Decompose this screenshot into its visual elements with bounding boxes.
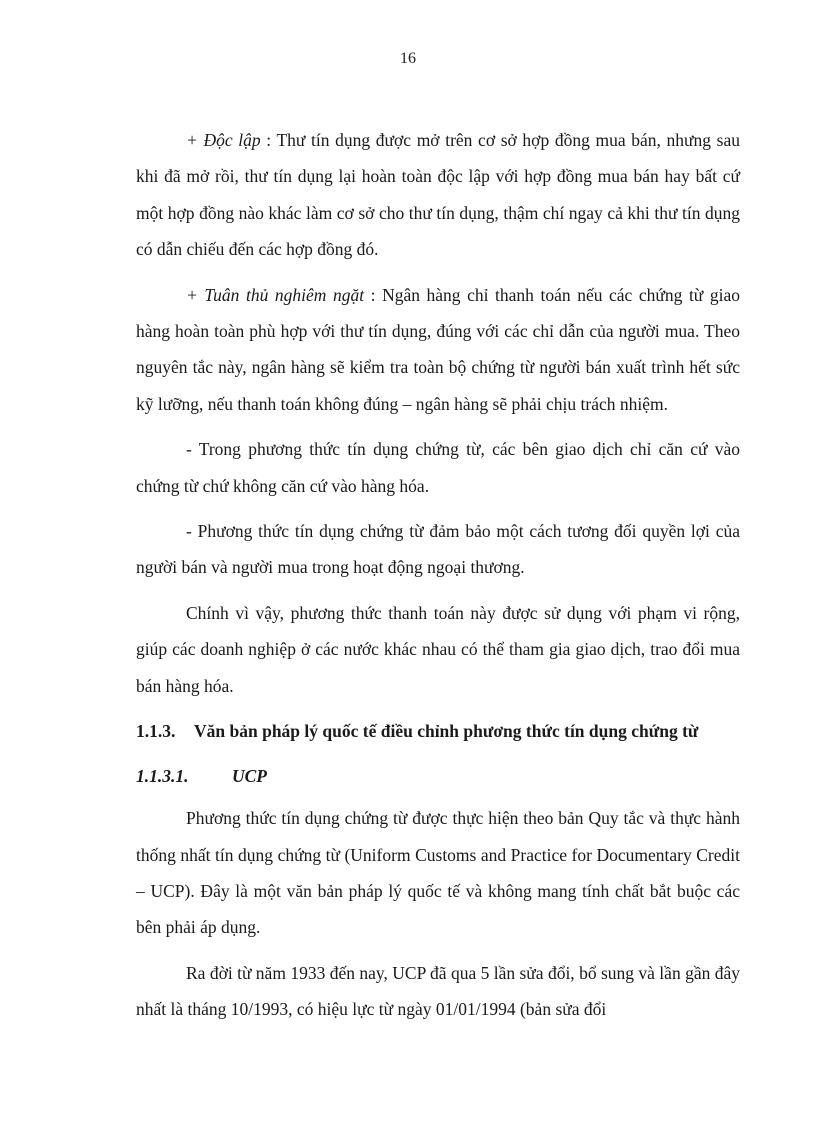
subsection-number: 1.1.3.1. (136, 766, 189, 787)
paragraph-strict-compliance (136, 277, 740, 423)
paragraph: - Phương thức tín dụng chứng từ đảm bảo một cách tương đối quyền lợi của người bán và người mua trong hoạt động ngoại thương. (136, 521, 740, 578)
paragraph-independence (136, 122, 740, 268)
subsection-title: UCP (232, 766, 267, 787)
paragraph: Phương thức tín dụng chứng từ được thực hiện theo bản Quy tắc và thực hành thống nhất tín dụng chứng từ (Uniform Customs and Practice for Documentary Credit – UCP). Đây là một văn bản pháp lý quốc tế và không mang tính chất bắt buộc các bên phải áp dụng. (136, 808, 740, 938)
paragraph-lead: + Độc lập (186, 130, 261, 150)
section-title: Văn bản pháp lý quốc tế điều chỉnh phương thức tín dụng chứng từ (194, 721, 699, 742)
document-body (136, 122, 740, 1037)
paragraph: Ra đời từ năm 1933 đến nay, UCP đã qua 5 lần sửa đổi, bổ sung và lần gần đây nhất là tháng 10/1993, có hiệu lực từ ngày 01/01/1994 (bản sửa đổi (136, 962, 740, 1020)
subsection-heading (136, 758, 740, 794)
paragraph: Chính vì vậy, phương thức thanh toán này được sử dụng với phạm vi rộng, giúp các doanh nghiệp ở các nước khác nhau có thể tham gia giao dịch, trao đổi mua bán hàng hóa. (136, 602, 740, 696)
paragraph-lead: + Tuân thủ nghiêm ngặt (186, 284, 365, 305)
section-number: 1.1.3. (136, 721, 176, 742)
page-number: 16 (400, 50, 416, 67)
paragraph-text: : Thư tín dụng được mở trên cơ sở hợp đồng mua bán, nhưng sau khi đã mở rồi, thư tín dụng lại hoàn toàn độc lập với hợp đồng mua bán hay bất cứ một hợp đồng nào khác làm cơ sở cho thư tín dụng, thậm chí ngay cả khi thư tín dụng có dẫn chiếu đến các hợp đồng đó. (136, 130, 741, 260)
paragraph: - Trong phương thức tín dụng chứng từ, các bên giao dịch chỉ căn cứ vào chứng từ chứ không căn cứ vào hàng hóa. (136, 439, 740, 496)
section-heading (136, 713, 740, 749)
paragraph-text: : Ngân hàng chỉ thanh toán nếu các chứng từ giao hàng hoàn toàn phù hợp với thư tín dụng, đúng với các chỉ dẫn của người mua. Theo nguyên tắc này, ngân hàng sẽ kiểm tra toàn bộ chứng từ người bán xuất trình hết sức kỹ lưỡng, nếu thanh toán không đúng – ngân hàng sẽ phải chịu trách nhiệm. (136, 284, 740, 414)
